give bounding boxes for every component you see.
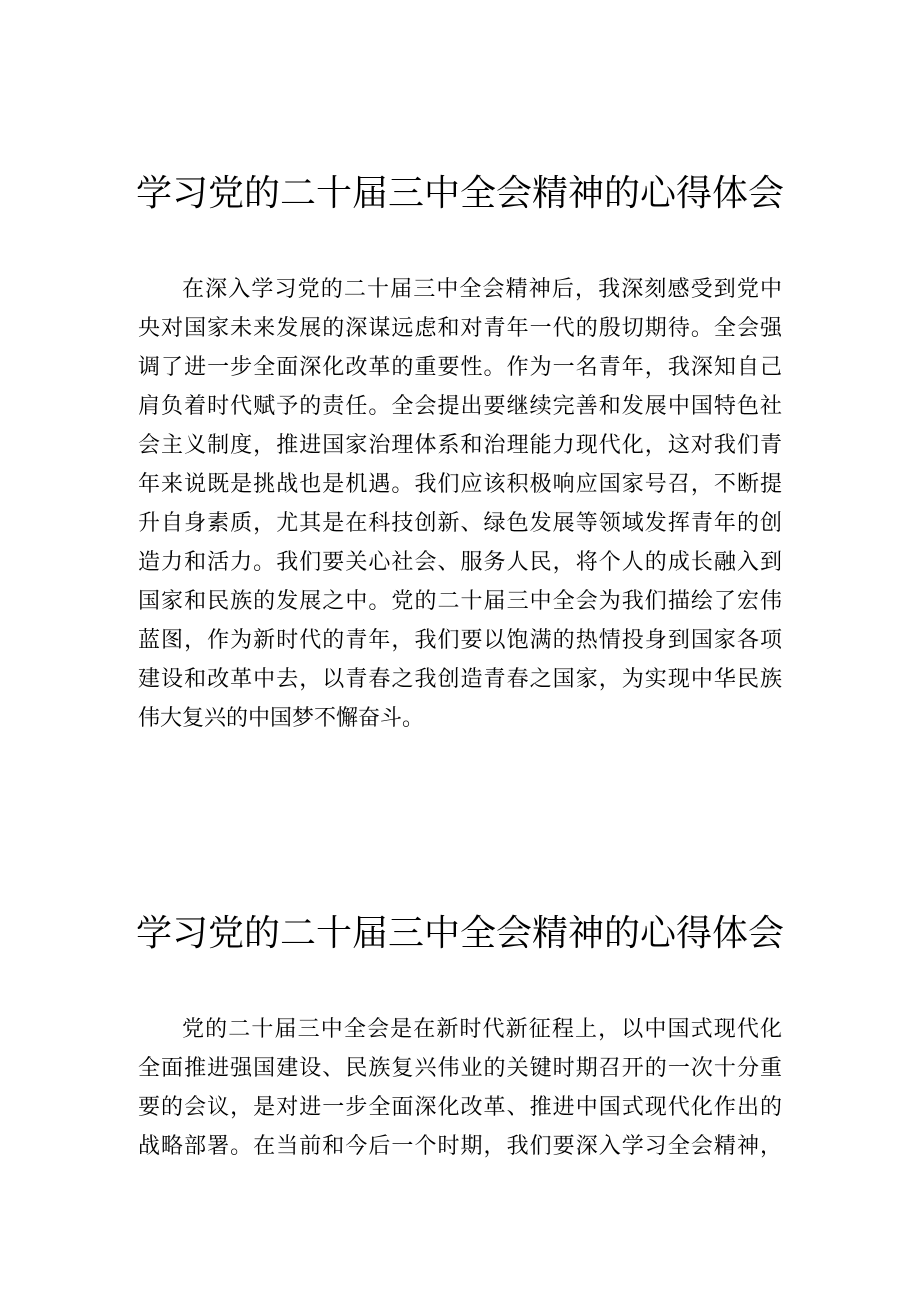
section-1-paragraph <box>138 270 782 738</box>
paragraph-line: 要的会议，是对进一步全面深化改革、推进中国式现代化作出的 <box>138 1095 782 1120</box>
paragraph-line: 调了进一步全面深化改革的重要性。作为一名青年，我深知自己 <box>138 355 782 380</box>
paragraph-line: 会主义制度，推进国家治理体系和治理能力现代化，这对我们青 <box>138 433 782 458</box>
paragraph-line: 国家和民族的发展之中。党的二十届三中全会为我们描绘了宏伟 <box>138 589 782 614</box>
paragraph-line: 肩负着时代赋予的责任。全会提出要继续完善和发展中国特色社 <box>138 394 782 419</box>
paragraph-line: 央对国家未来发展的深谋远虑和对青年一代的殷切期待。全会强 <box>138 316 782 341</box>
paragraph-line: 年来说既是挑战也是机遇。我们应该积极响应国家号召，不断提 <box>138 472 782 497</box>
paragraph-line: 党的二十届三中全会是在新时代新征程上，以中国式现代化 <box>182 1017 782 1042</box>
paragraph-line: 全面推进强国建设、民族复兴伟业的关键时期召开的一次十分重 <box>138 1056 782 1081</box>
paragraph-line: 战略部署。在当前和今后一个时期，我们要深入学习全会精神， <box>138 1134 782 1159</box>
paragraph-line: 在深入学习党的二十届三中全会精神后，我深刻感受到党中 <box>182 277 782 302</box>
paragraph-line: 造力和活力。我们要关心社会、服务人民，将个人的成长融入到 <box>138 550 782 575</box>
paragraph-line: 建设和改革中去，以青春之我创造青春之国家，为实现中华民族 <box>138 667 782 692</box>
paragraph-line: 蓝图，作为新时代的青年，我们要以饱满的热情投身到国家各项 <box>138 628 782 653</box>
section-1-title: 学习党的二十届三中全会精神的心得体会 <box>135 173 784 214</box>
paragraph-line: 升自身素质，尤其是在科技创新、绿色发展等领域发挥青年的创 <box>138 511 782 536</box>
section-2-title: 学习党的二十届三中全会精神的心得体会 <box>135 913 784 954</box>
section-2-paragraph <box>138 1010 782 1166</box>
paragraph-line: 伟大复兴的中国梦不懈奋斗。 <box>138 706 425 731</box>
